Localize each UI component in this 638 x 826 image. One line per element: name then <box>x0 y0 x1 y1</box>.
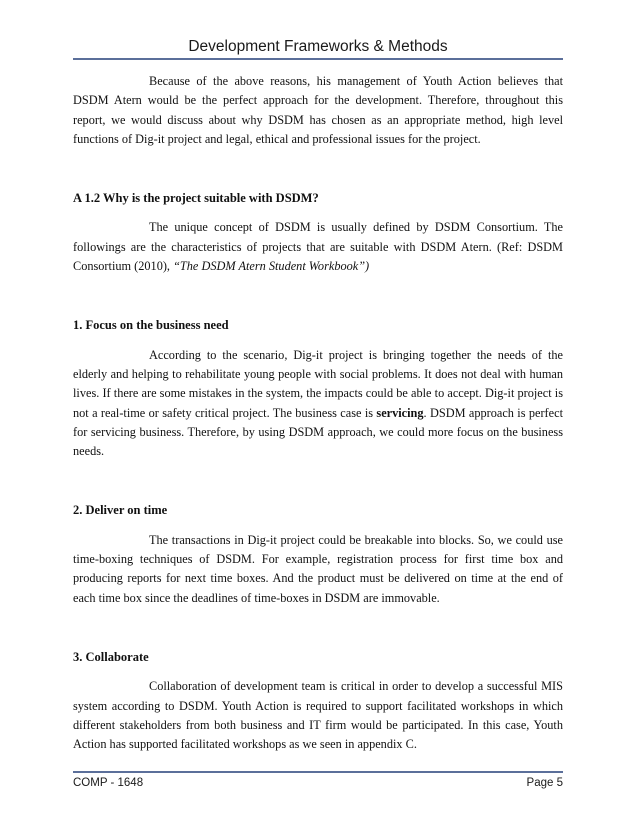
section-a12-reference: “The DSDM Atern Student Workbook”) <box>173 259 370 274</box>
spacer <box>73 461 563 501</box>
footer-course-code: COMP - 1648 <box>73 777 144 789</box>
section-heading-1: 1. Focus on the business need <box>73 318 229 333</box>
spacer <box>73 276 563 316</box>
section-1-text-before: According to the scenario, Dig-it project is bringing together the needs of the elderly and helping to rehabilitate young people with social problems. It does not deal with human lives. If there are some mistakes in the system, the impacts could be able to accept. Dig-it project is not a real-time or safety critical project. The business case is <box>73 347 563 420</box>
section-1-bold-term: servicing <box>376 405 424 420</box>
spacer <box>73 608 563 648</box>
section-2-paragraph: The transactions in Dig-it project could be breakable into blocks. So, we could use time-boxing techniques of DSDM. For example, registration process for first time box and producing reports for next time boxes. And the product must be delivered on time at the end of each time box since the deadlines of time-boxes in DSDM are immovable. <box>73 532 563 605</box>
intro-paragraph: Because of the above reasons, his management of Youth Action believes that DSDM Atern would be the perfect approach for the development. Therefore, throughout this report, we would discuss about why DSDM has chosen as an appropriate method, high level functions of Dig-it project and legal, ethical and professional issues for the project. <box>73 74 563 146</box>
page-header-title: Development Frameworks & Methods <box>188 38 448 55</box>
spacer <box>73 336 563 346</box>
spacer <box>73 149 563 189</box>
header-divider <box>73 58 563 60</box>
document-body <box>73 72 563 754</box>
footer-divider <box>73 771 563 773</box>
spacer <box>73 667 563 677</box>
spacer <box>73 521 563 531</box>
footer-page-number: Page 5 <box>526 777 563 789</box>
section-heading-a12: A 1.2 Why is the project suitable with DSDM? <box>73 191 319 206</box>
section-heading-2: 2. Deliver on time <box>73 503 168 518</box>
section-1-paragraph <box>73 346 563 462</box>
page-footer <box>73 777 563 789</box>
section-a12-paragraph <box>73 218 563 276</box>
spacer <box>73 208 563 218</box>
section-1-text-after: . DSDM approach is perfect for servicing business. Therefore, by using DSDM approach, we could more focus on the business needs. <box>73 405 563 459</box>
section-heading-3: 3. Collaborate <box>73 649 149 664</box>
section-3-paragraph: Collaboration of development team is critical in order to develop a successful MIS system according to DSDM. Youth Action is required to support facilitated workshops in which different stakeholders from both business and IT firm would be participated. In this case, Youth Action has supported facilitated workshops as we seen in appendix C. <box>73 679 563 752</box>
section-a12-text: The unique concept of DSDM is usually defined by DSDM Consortium. The followings are the characteristics of projects that are suitable with DSDM Atern. (Ref: DSDM Consortium (2010), <box>73 220 563 274</box>
